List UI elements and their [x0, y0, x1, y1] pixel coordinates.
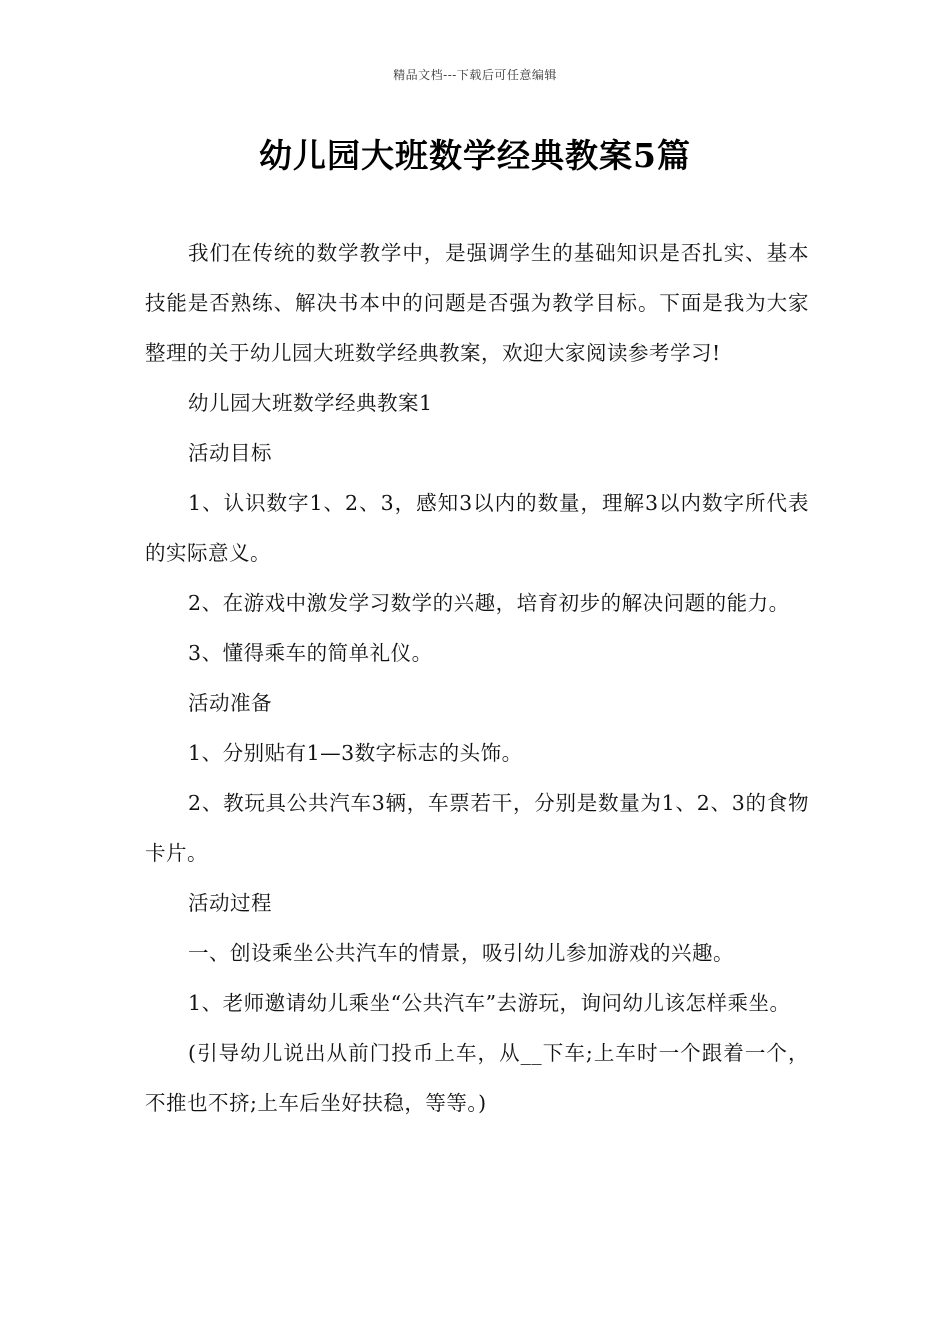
goal-item: 1、认识数字1、2、3，感知3以内的数量，理解3以内数字所代表的实际意义。 [145, 491, 809, 565]
document-title: 幼儿园大班数学经典教案5篇 [259, 136, 691, 175]
goal-item: 2、在游戏中激发学习数学的兴趣，培育初步的解决问题的能力。 [188, 591, 790, 615]
intro-paragraph: 我们在传统的数学教学中，是强调学生的基础知识是否扎实、基本技能是否熟练、解决书本中的问题是否强为教学目标。下面是我为大家整理的关于幼儿园大班数学经典教案，欢迎大家阅读参考学习! [145, 241, 809, 365]
lesson-heading: 幼儿园大班数学经典教案1 [188, 391, 433, 415]
process-step: 1、老师邀请幼儿乘坐“公共汽车”去游玩，询问幼儿该怎样乘坐。 [188, 991, 791, 1015]
process-step: 一、创设乘坐公共汽车的情景，吸引幼儿参加游戏的兴趣。 [188, 941, 735, 965]
section-heading-preparation: 活动准备 [188, 691, 273, 715]
preparation-item: 2、教玩具公共汽车3辆，车票若干，分别是数量为1、2、3的食物卡片。 [145, 791, 809, 865]
process-note: (引导幼儿说出从前门投币上车，从__下车;上车时一个跟着一个，不推也不挤;上车后坐好扶稳，等等。) [145, 1041, 809, 1115]
section-heading-goals: 活动目标 [188, 441, 273, 465]
preparation-item: 1、分别贴有1—3数字标志的头饰。 [188, 741, 523, 765]
goal-item: 3、懂得乘车的简单礼仪。 [188, 641, 433, 665]
document-body [145, 228, 809, 1128]
page-header-note: 精品文档---下载后可任意编辑 [393, 68, 557, 82]
section-heading-process: 活动过程 [188, 891, 273, 915]
